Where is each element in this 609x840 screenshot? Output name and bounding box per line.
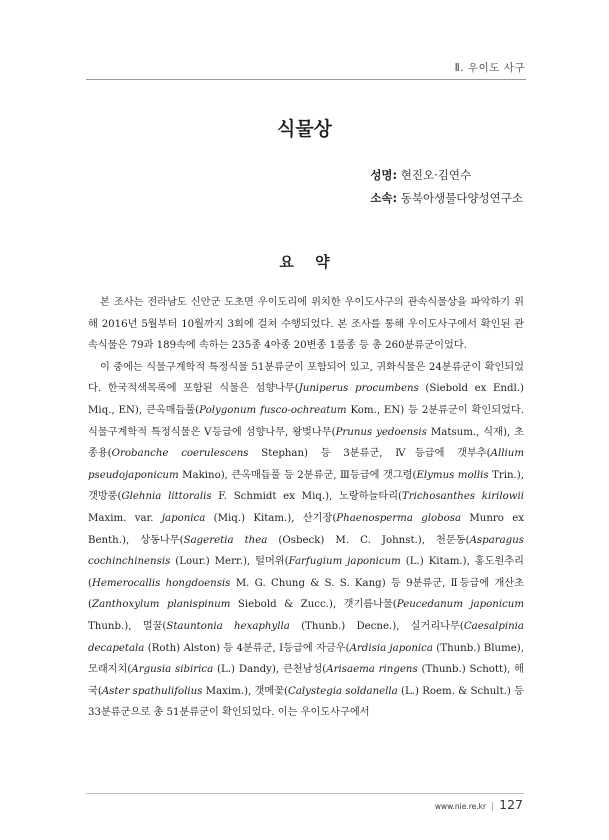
author-names: 현진오·김연수 [400, 168, 472, 182]
text-run: (Siebold ex Endl.) Miq., EN), 큰옥매듭풀( [88, 383, 524, 416]
text-run: M. G. Chung & S. S. Kang) 등 9분류군, Ⅱ등급에 개산초( [88, 577, 524, 611]
scientific-name: Ardisia japonica [349, 642, 433, 654]
summary-body [88, 292, 524, 724]
affiliation-value: 동북아생물다양성연구소 [400, 191, 523, 205]
text-run: (L.) Kitam.), 홍도원추리( [88, 556, 524, 589]
scientific-name: Orobanche coerulescens [111, 448, 249, 460]
page-title: 식물상 [276, 118, 333, 140]
text-run: Kom., EN) 등 2분류군이 확인되었다. 식물구계학적 특정식물은 Ⅴ등급에 섬향나무, 왕벚나무( [88, 404, 524, 438]
scientific-name: Argusia sibirica [131, 664, 214, 676]
text-run: Makino), 큰옥매듭풀 등 2분류군, Ⅲ등급에 갯그령( [178, 469, 417, 481]
text-run: Thunb.), 멀꿀( [88, 620, 167, 632]
text-run: F. Schmidt ex Miq.), 노랑하늘타리( [211, 491, 403, 503]
page-number: 127 [499, 797, 523, 812]
scientific-name: Sageretia thea [183, 534, 268, 546]
text-run: (L.) Dandy), 큰천남성( [213, 664, 327, 676]
affiliation-row [370, 187, 523, 210]
text-run: Trin.), 갯방풍( [88, 469, 524, 503]
text-run: Maxim.), 갯메꽃( [202, 685, 289, 697]
scientific-name: Trichosanthes kirilowii [402, 491, 524, 503]
scientific-name: Stauntonia hexaphylla [166, 620, 290, 632]
affiliation-label: 소속: [370, 191, 398, 205]
text-run: (Lour.) Merr.), 털머위( [170, 556, 289, 568]
name-label: 성명: [370, 168, 398, 182]
summary-heading: 요 약 [279, 253, 338, 271]
text-run: (Thunb.) Schott), 해국( [88, 664, 524, 697]
scientific-name: Hemerocallis hongdoensis [91, 577, 231, 589]
summary-paragraph [88, 292, 524, 357]
author-block [370, 164, 523, 210]
footer-rule [86, 793, 524, 794]
author-name-row [370, 164, 523, 187]
scientific-name: Caesalpinia decapetala [88, 620, 524, 654]
text-run: (Miq.) Kitam.), 산기장( [205, 512, 337, 524]
scientific-name: Juniperus procumbens [298, 383, 419, 395]
text-run: Matsum., 식재), 초종용( [88, 426, 524, 460]
scientific-name: japonica [161, 512, 206, 524]
text-run: (Thunb.) Blume), 모래지치( [88, 642, 525, 676]
text-run: (Osbeck) M. C. Johnst.), 천문동( [267, 534, 470, 546]
scientific-name: Allium pseudojaponicum [88, 448, 524, 481]
scientific-name: Arisaema ringens [326, 664, 418, 676]
scientific-name: Calystegia soldanella [288, 685, 398, 697]
scientific-name: Peucedanum japonicum [396, 599, 525, 611]
text-run: (Roth) Alston) 등 4분류군, Ⅰ등급에 자금우( [144, 642, 350, 654]
scientific-name: Prunus yedoensis [335, 426, 427, 438]
text-run: Siebold & Zucc.), 갯기름나물( [230, 599, 397, 611]
text-run: (Thunb.) Decne.), 실거리나무( [289, 620, 464, 632]
scientific-name: Polygonum fusco-ochreatum [199, 404, 347, 416]
scientific-name: Zanthoxylum planispinum [91, 599, 231, 611]
footer-separator: | [491, 802, 495, 812]
running-header: Ⅱ. 우이도 사구 [454, 62, 525, 74]
scientific-name: Phaenosperma globosa [336, 512, 462, 524]
scientific-name: Farfugium japonicum [288, 556, 401, 568]
text-run: Stephan) 등 3분류군, Ⅳ등급에 갯부추( [248, 448, 491, 460]
scientific-name: Aster spathulifolius [101, 685, 203, 697]
text-run: 이 중에는 식물구계학적 특정식물 51분류군이 포함되어 있고, 귀화식물은 24분류군이 확인되었다. 한국적색목록에 포함된 식물은 섬향나무( [88, 361, 524, 395]
scientific-name: Elymus mollis [416, 469, 489, 481]
header-rule [86, 79, 526, 80]
text-run: Maxim. var. [88, 512, 162, 524]
scientific-name: Asparagus cochinchinensis [88, 534, 524, 568]
text-run: (L.) Roem. & Schult.) 등 33분류군으로 총 51분류군이 확인되었다. 이는 우이도사구에서 [88, 685, 524, 719]
page-footer [435, 797, 523, 812]
scientific-name: Glehnia littoralis [121, 491, 212, 503]
summary-paragraph [88, 357, 524, 724]
footer-site: www.nie.re.kr [434, 802, 487, 811]
text-run: Munro ex Benth.), 상동나무( [88, 512, 525, 546]
text-run: 본 조사는 전라남도 신안군 도초면 우이도리에 위치한 우이도사구의 관속식물상을 파악하기 위해 2016년 5월부터 10월까지 3회에 걸쳐 수행되었다. 본 조사를 통해 우이도사구에서 확인된 관속식물은 79과 189속에 속하는 235종 4아종 20변종 1품종 등 총 260분류군이었다. [88, 297, 524, 352]
